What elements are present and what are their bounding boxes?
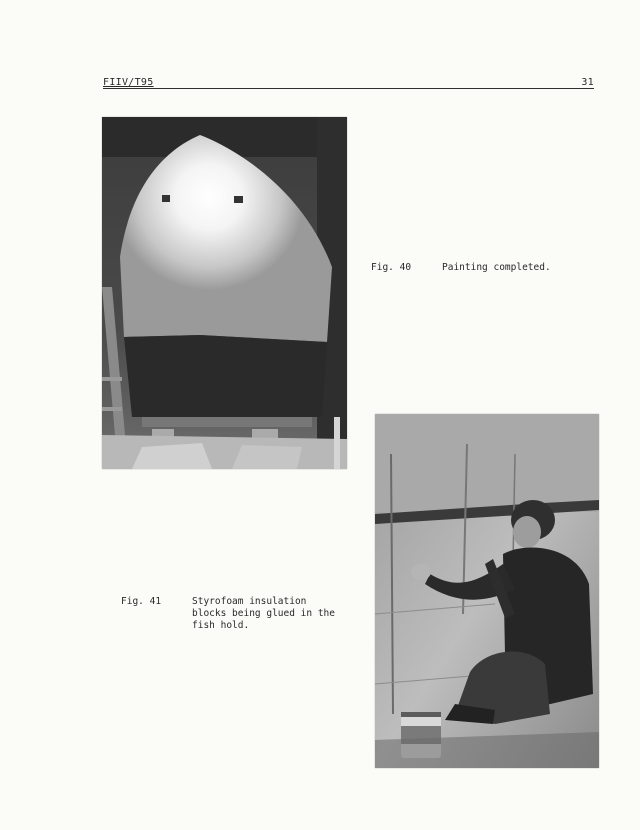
figure-41-number: Fig. 41 bbox=[121, 596, 162, 607]
figure-40-photo bbox=[102, 117, 347, 469]
page-number: 31 bbox=[581, 77, 594, 88]
document-code: FIIV/T95 bbox=[103, 77, 154, 88]
figure-40-number: Fig. 40 bbox=[371, 262, 412, 273]
figure-41-photo bbox=[375, 414, 599, 768]
figure-40-caption: Painting completed. bbox=[442, 262, 551, 273]
figure-41-caption: Styrofoam insulation blocks being glued in the fish hold. bbox=[192, 596, 335, 631]
header-rule bbox=[103, 88, 594, 89]
